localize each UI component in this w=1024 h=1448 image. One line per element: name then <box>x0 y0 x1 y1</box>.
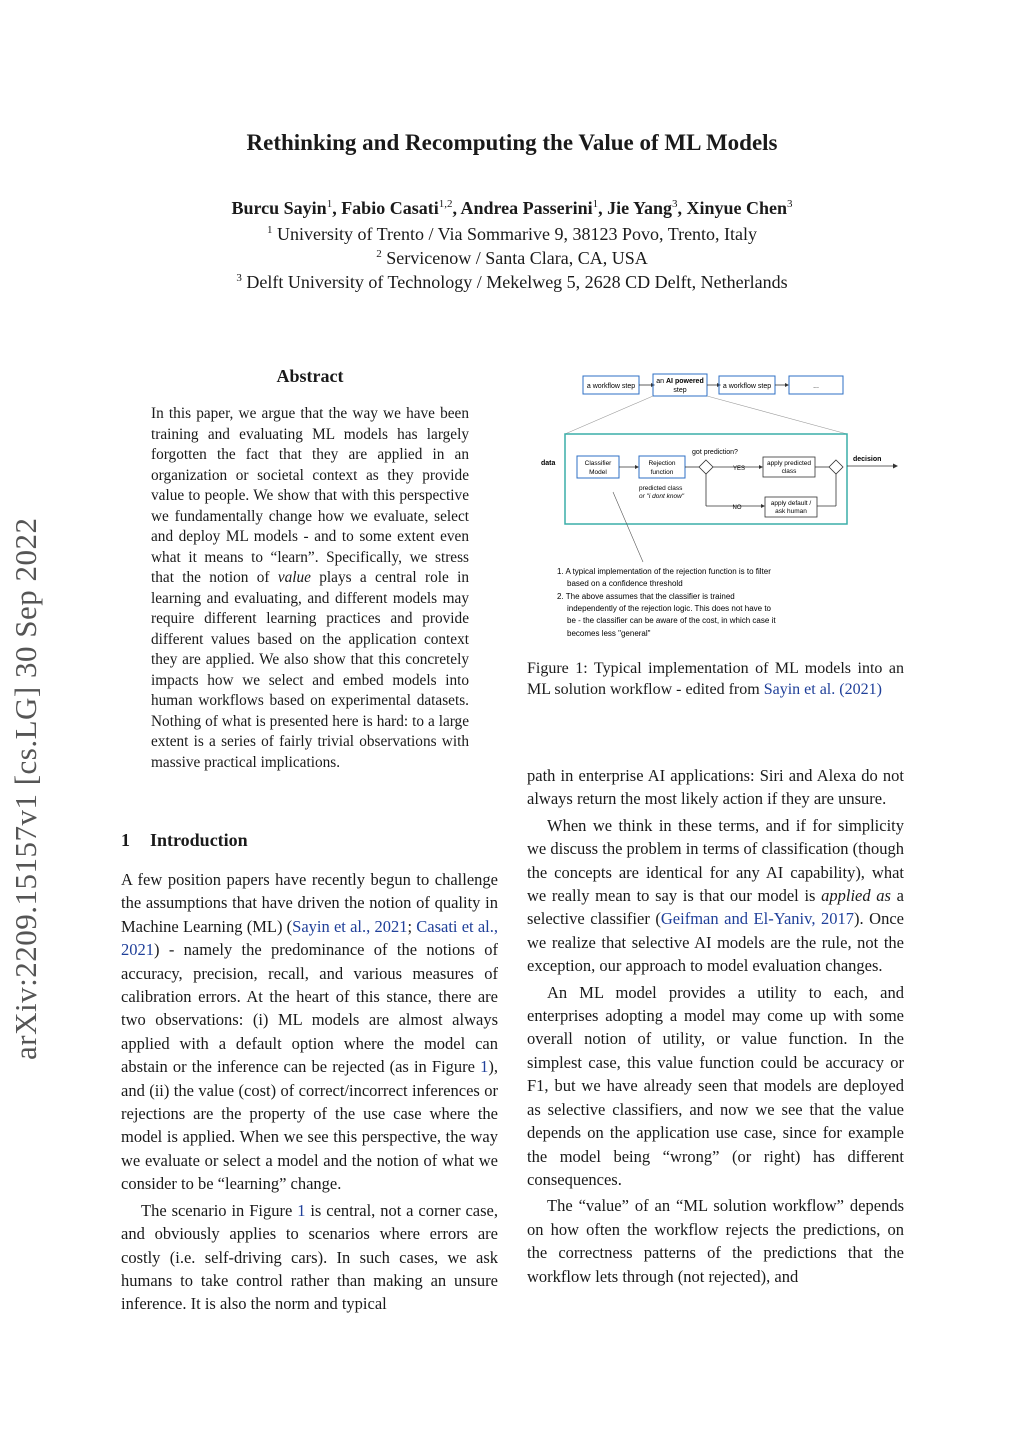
author-name: Fabio Casati <box>341 198 439 218</box>
step-3-label: a workflow step <box>722 383 772 390</box>
workflow-steps <box>583 374 843 396</box>
figure-1-caption: Figure 1: Typical implementation of ML models into an ML solution workflow - edited from Sayin et al. (2021) <box>527 660 904 698</box>
classifier-label-2: Model <box>589 469 607 476</box>
ai-step-label: an AI powered <box>656 378 704 385</box>
author-name: Jie Yang <box>607 198 672 218</box>
citation-link[interactable]: Sayin et al., 2021 <box>292 916 408 936</box>
step-4-label: ... <box>813 383 819 390</box>
author-list: Burcu Sayin$^1$, Fabio Casati$^{1,2}$, Andrea Passerini$^1$, Jie Yang$^3$, Xinyue Chen$^3$ <box>231 198 793 218</box>
abstract-heading: Abstract <box>276 366 344 386</box>
arxiv-side-label: arXiv:2209.15157v1 [cs.LG] 30 Sep 2022 <box>8 517 43 1060</box>
rejection-label-2: function <box>650 469 674 476</box>
yes-label: YES <box>732 466 746 472</box>
apply-default-label-2: ask human <box>775 508 807 515</box>
author-name: Xinyue Chen <box>686 198 788 218</box>
decision-label: decision <box>853 456 882 463</box>
apply-predicted-label: apply predicted <box>766 460 812 467</box>
paragraph: path in enterprise AI applications: Siri and Alexa do not always return the most likely action if they are unsure. <box>527 766 904 809</box>
author-name: Burcu Sayin <box>231 198 327 218</box>
citation-link[interactable]: Geifman and El-Yaniv, 2017 <box>660 909 854 929</box>
paragraph: An ML model provides a utility to each, and enterprises adopting a model may come up with some overall notion of utility, or value function. In the simplest case, this value function could be accuracy or F1, but we have already seen that models are deployed as selective classifiers, and now we see that the value depends on the application use case, since for example the model being “wrong” (or right) has different consequences. <box>527 982 904 1189</box>
predicted-class-label: predicted class <box>639 485 683 492</box>
classifier-label: Classifier <box>584 460 612 467</box>
paragraph: When we think in these terms, and if for simplicity we discuss the problem in terms of classification (though the concepts are identical for any AI capability), what we really mean to say is that our model is applied as a selective classifier (Geifman and El-Yaniv, 2017). Once we realize that selective AI models are the rule, not the exception, our approach to model evaluation changes. <box>527 815 904 976</box>
intro-left-column <box>121 868 498 1316</box>
abstract-text: In this paper, we argue that the way we have been training and evaluating ML models has largely forgotten the fact that they are applied in an organization or societal context as they provide value to people. We show that with this perspective we fundamentally change how we evaluate, select and deploy ML models - and to some extent even what it means to “learn”. Specifically, we stress that the notion of value plays a central role in learning and evaluating, and different models may require different learning practices and provide different values based on the application context they are applied. We also show that this concretely impacts how we select and embed models into human workflows based on experimental datasets. Nothing of what is presented here is hard: to a large extent is a series of fairly trivial observations with massive practical implications. <box>151 405 469 771</box>
figure-ref-link[interactable]: 1 <box>297 1200 306 1220</box>
figure-note: 1. A typical implementation of the rejection function is to filter <box>557 567 771 576</box>
figure-ref-link[interactable]: 1 <box>480 1057 489 1077</box>
got-prediction-label: got prediction? <box>692 449 738 456</box>
citation-link[interactable]: Sayin et al. (2021) <box>763 681 882 698</box>
affiliation-1: $^1$ University of Trento / Via Sommarive 9, 38123 Povo, Trento, Italy <box>266 224 758 244</box>
paragraph: A few position papers have recently begun to challenge the assumptions that have driven the notion of quality in Machine Learning (ML) (Sayin et al., 2021; Casati et al., 2021) - namely the predominance of the notions of accuracy, precision, recall, and various measures of calibration errors. At the heart of this stance, there are two observations: (i) ML models are almost always applied with a default option where the model can abstain or the inference can be rejected (as in Figure 1), and (ii) the value (cost) of correct/incorrect inferences or rejections are the property of the use case where the model is applied. When we see this perspective, the way we evaluate or select a model and the notion of what we consider to be “learning” change. <box>121 870 499 1194</box>
author-name: Andrea Passerini <box>460 198 593 218</box>
paragraph: The “value” of an “ML solution workflow” depends on how often the workflow rejects the predictions, on the correctness patterns of the predictions that the workflow lets through (not rejected), and <box>527 1196 904 1286</box>
step-1-label: a workflow step <box>586 383 636 390</box>
paragraph: The scenario in Figure 1 is central, not a corner case, and obviously applies to scenarios where errors are costly (i.e. self-driving cars). In such cases, we ask humans to take control rather than making an unsure inference. It is also the norm and typical <box>121 1200 498 1314</box>
rejection-label: Rejection <box>648 460 676 467</box>
figure-note: be - the classifier can be aware of the cost, in which case it <box>567 616 776 625</box>
figure-note: independently of the rejection logic. This does not have to <box>567 604 771 613</box>
affiliation-2: $^2$ Servicenow / Santa Clara, CA, USA <box>376 248 648 268</box>
figure-1-diagram <box>535 370 905 652</box>
intro-right-column <box>527 764 904 1288</box>
no-label: NO <box>732 505 742 511</box>
data-label: data <box>541 460 556 467</box>
ai-step-label-2: step <box>673 387 687 394</box>
figure-note: becomes less "general" <box>567 629 651 638</box>
affiliation-3: $^3$ Delft University of Technology / Mekelweg 5, 2628 CD Delft, Netherlands <box>236 272 788 292</box>
figure-note: based on a confidence threshold <box>567 579 683 588</box>
apply-default-label: apply default / <box>770 500 812 507</box>
dont-know-label: or "i dont know" <box>639 493 685 500</box>
apply-predicted-label-2: class <box>781 468 797 475</box>
figure-note: 2. The above assumes that the classifier is trained <box>557 592 735 601</box>
citation-link[interactable]: Casati et al., 2021 <box>121 916 499 960</box>
section-heading-introduction: 1 Introduction <box>121 830 248 850</box>
paper-title: Rethinking and Recomputing the Value of ML Models <box>246 130 778 155</box>
